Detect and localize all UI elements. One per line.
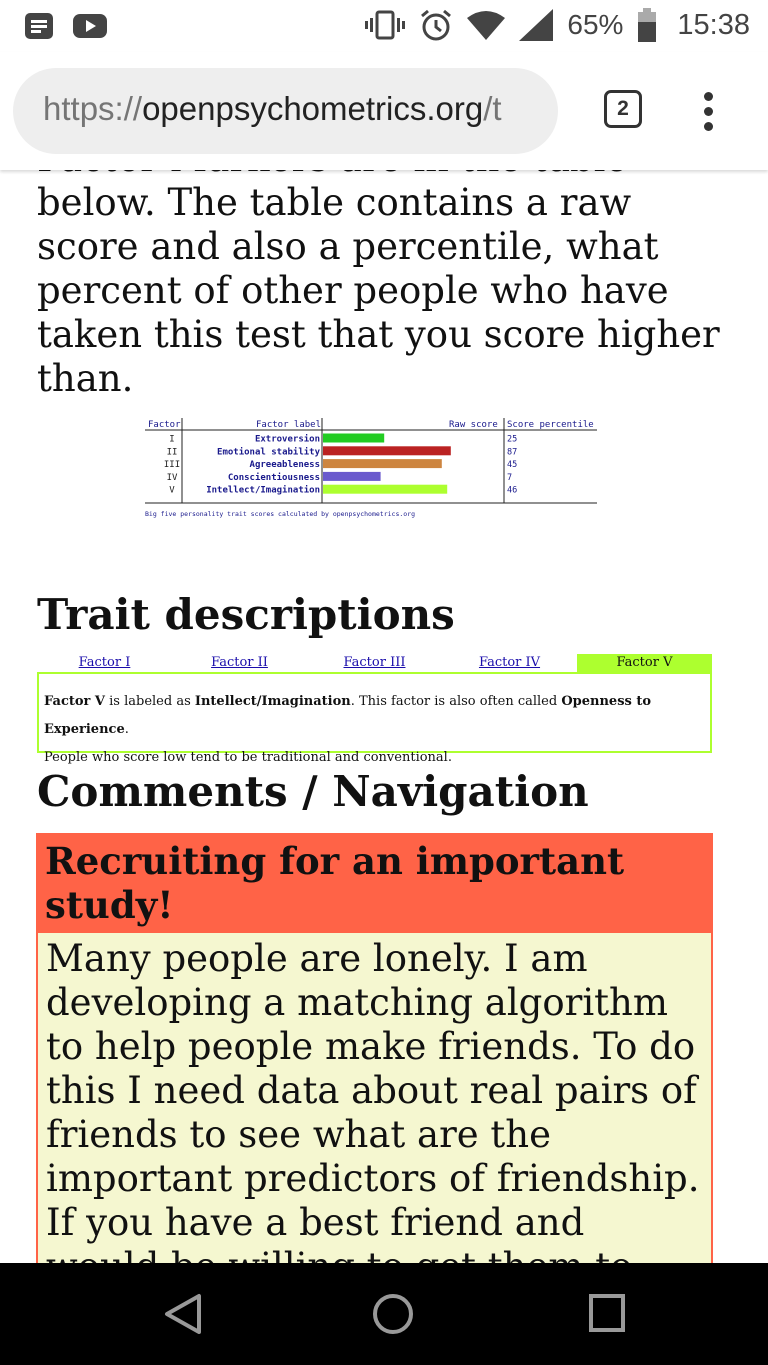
chart-bar [323,472,381,481]
chart-factor-label: Intellect/Imagination [206,485,320,496]
chart-header-label: Factor label [256,420,322,430]
chart-percentile-value: 7 [507,472,513,483]
page-content [0,170,768,1263]
period-text: . [124,722,129,737]
chart-percentile-value: 87 [507,447,518,458]
factor-description [37,672,712,765]
chart-percentile-value: 45 [507,460,518,471]
recruit-box [36,833,713,1303]
chart-bar [323,446,451,455]
chart-factor-numeral: IV [166,472,178,483]
score-chart [145,416,600,520]
factor-name: Factor V [44,694,105,709]
chart-percentile-value: 25 [507,434,518,445]
tab-factor-5[interactable]: Factor V [577,654,712,672]
vibrate-icon [365,9,405,41]
factor-alt-name: Openness to Experience [44,694,652,737]
tab-switcher-button[interactable]: 2 [604,90,642,128]
status-bar [0,0,768,52]
url-text[interactable] [43,90,502,128]
youtube-icon [72,12,108,40]
clock-time: 15:38 [677,8,750,41]
chart-factor-label: Extroversion [254,434,320,445]
url-path: /t [483,90,502,127]
home-icon[interactable] [372,1293,414,1335]
chart-percentile-value: 46 [507,485,518,496]
url-scheme: https:// [43,90,143,127]
chart-caption: Big five personality trait scores calculated by openpsychometrics.org [145,510,416,518]
recruit-body: Many people are lonely. I am developing a matching algorithm to help people make friends. To do this I need data about real pairs of friends to see what are the important predictors of friendship. If you have a best friend and [46,937,700,1244]
chart-factor-numeral: V [169,485,175,496]
labeled-as-text: is labeled as [105,694,195,709]
alarm-icon [419,8,453,42]
battery-icon [637,8,657,42]
system-nav-bar [0,1263,768,1365]
tab-factor-2[interactable]: Factor II [211,655,268,670]
address-bar[interactable] [13,68,558,154]
chart-factor-label: Emotional stability [217,447,320,458]
chart-header-raw: Raw score [449,420,498,430]
back-icon[interactable] [163,1293,203,1335]
chart-header-factor: Factor [148,420,181,430]
url-host: openpsychometrics.org [142,90,484,127]
low-scorers-text: People who score low tend to be traditional and conventional. [44,750,452,765]
chart-header-percentile: Score percentile [507,420,594,430]
tab-factor-4[interactable]: Factor IV [478,655,541,670]
tab-factor-1[interactable]: Factor I [78,655,131,670]
chart-factor-label: Conscientiousness [227,472,320,483]
recruit-title: Recruiting for an important study! [38,835,711,933]
intro-paragraph: below. The table contains a raw score and also a percentile, what percent of other people who have taken this test that you score higher than. [37,181,720,400]
factor-tabs [37,654,712,672]
chart-bar [323,485,447,494]
browser-toolbar [0,52,768,170]
signal-icon [519,9,553,41]
factor-description-line-1 [44,688,705,744]
notification-icon [24,12,54,40]
also-called-text: . This factor is also often called [350,694,562,709]
comments-heading: Comments / Navigation [37,767,589,816]
factor-label: Intellect/Imagination [194,694,351,709]
chart-factor-numeral: I [169,434,175,445]
chart-bar [323,434,384,443]
score-chart-svg [145,416,600,520]
wifi-icon [467,10,505,40]
chart-factor-numeral: III [163,460,181,471]
battery-percent: 65% [567,9,624,40]
chart-factor-label: Agreeableness [249,460,320,471]
chart-bar [323,459,442,468]
trait-descriptions-heading: Trait descriptions [37,590,455,639]
tab-factor-3[interactable]: Factor III [343,655,406,670]
recents-icon[interactable] [588,1293,626,1333]
overflow-menu-icon[interactable] [700,92,716,132]
chart-factor-numeral: II [166,447,178,458]
